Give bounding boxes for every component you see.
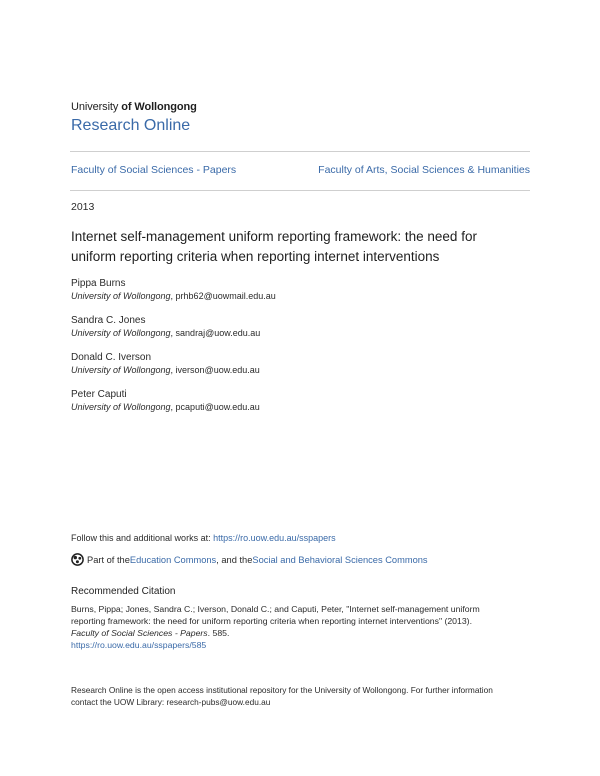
header [71,101,197,135]
university-name: University of Wollongong [71,101,197,113]
author-entry [71,388,531,425]
citation-url-link[interactable]: https://ro.uow.edu.au/sspapers/585 [71,640,207,650]
author-entry [71,351,531,388]
citation-block: Burns, Pippa; Jones, Sandra C.; Iverson, Donald C.; and Caputi, Peter, "Internet self-management uniform reporting framework: the need for uniform reporting criteria when reporting internet interventions" (2013). Faculty of Social Sciences - Papers. 585. https://ro.uow.edu.au/sspapers/585 [71,604,480,650]
author-name: Peter Caputi [71,389,127,400]
paper-title: Internet self-management uniform reporting framework: the need for uniform reporting criteria when reporting internet interventions [71,229,477,264]
recommended-citation-heading: Recommended Citation [71,586,176,597]
faculty-link-social-sciences[interactable]: Faculty of Social Sciences - Papers [71,164,237,176]
part-of-line: Part of the Education Commons , and the Social and Behavioral Sciences Commons [71,553,428,566]
journal-name: Faculty of Social Sciences - Papers [71,628,208,638]
author-affiliation: University of Wollongong, pcaputi@uow.edu.au [71,402,260,412]
author-list [71,277,531,425]
author-affiliation: University of Wollongong, sandraj@uow.edu.au [71,328,261,338]
author-affiliation: University of Wollongong, iverson@uow.edu.au [71,365,260,375]
follow-line: Follow this and additional works at: https://ro.uow.edu.au/sspapers [71,533,336,543]
author-entry [71,314,531,351]
repository-title[interactable]: Research Online [71,117,191,134]
author-name: Sandra C. Jones [71,315,146,326]
divider-bottom [70,190,530,191]
author-affiliation: University of Wollongong, prhb62@uowmail.edu.au [71,291,276,301]
faculty-link-arts[interactable]: Faculty of Arts, Social Sciences & Humanities [318,164,530,176]
author-entry [71,277,531,314]
footer-notice: Research Online is the open access institutional repository for the University of Wollongong. For further information contact the UOW Library: research-pubs@uow.edu.au [71,685,493,707]
author-name: Pippa Burns [71,278,126,289]
divider-top [70,151,530,152]
publication-year: 2013 [71,201,95,213]
education-commons-link[interactable]: Education Commons [129,554,217,565]
sspapers-link[interactable]: https://ro.uow.edu.au/sspapers [213,533,336,543]
social-behavioral-commons-link[interactable]: Social and Behavioral Sciences Commons [252,554,428,565]
author-name: Donald C. Iverson [71,352,152,363]
network-icon [71,553,84,566]
